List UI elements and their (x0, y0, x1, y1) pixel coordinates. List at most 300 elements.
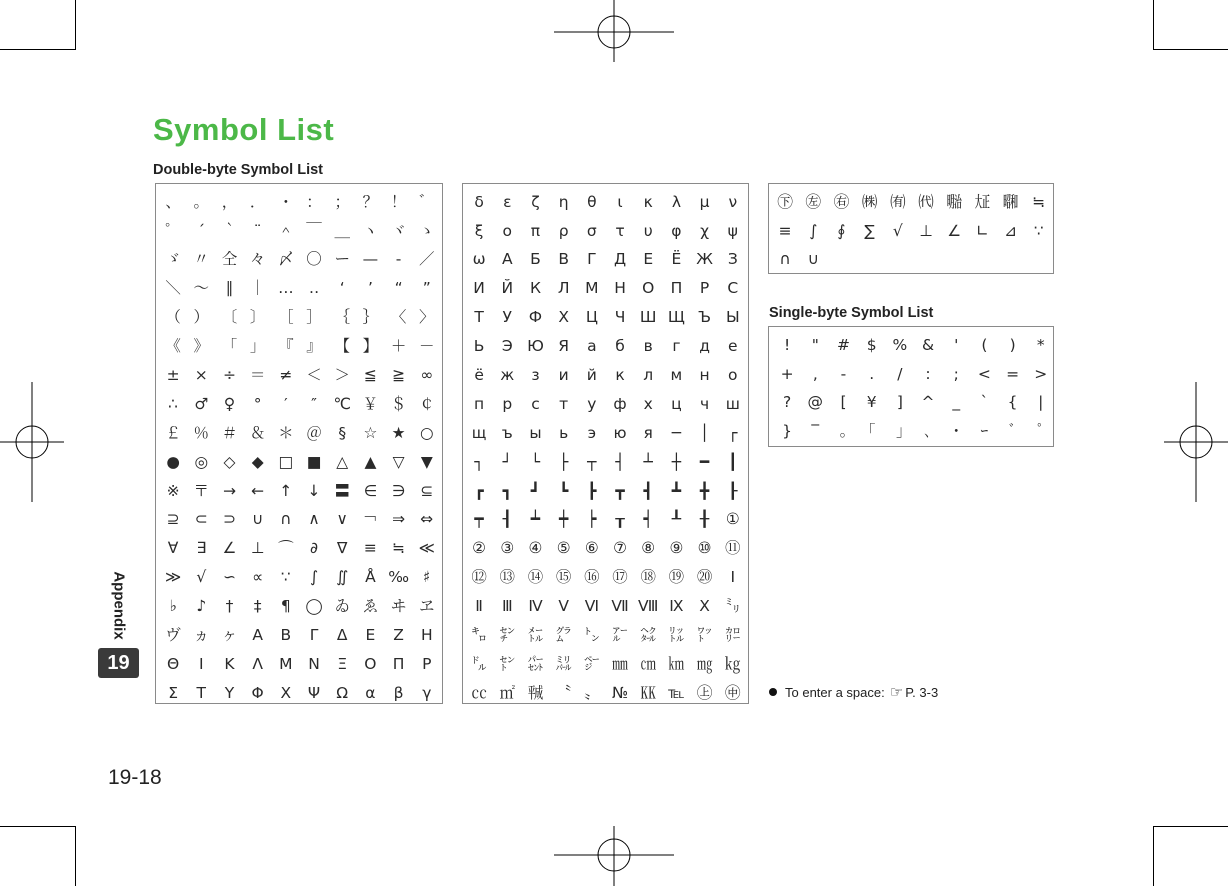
symbol-cell: ∵ (1033, 221, 1044, 240)
symbol-cell: φ (671, 221, 682, 240)
symbol-cell: ≡ (778, 221, 792, 240)
symbol-cell: ￣ (306, 221, 322, 240)
symbol-cell: 〒 (193, 481, 210, 500)
symbol-cell: . (869, 364, 875, 383)
symbol-cell: с (531, 394, 540, 413)
symbol-cell: Ρ (422, 654, 432, 673)
symbol-cell: ㈱ (861, 192, 878, 211)
symbol-cell: ” (422, 279, 431, 298)
symbol-cell: ┌ (728, 423, 738, 442)
symbol-cell: ─ (671, 423, 682, 442)
symbol-cell: ┓ (502, 481, 512, 500)
symbol-cell: Й (501, 279, 514, 298)
symbol-cell: ┫ (643, 481, 653, 500)
symbol-cell: 〝 (555, 683, 572, 702)
table-row (159, 390, 442, 419)
symbol-cell: ε (503, 192, 512, 211)
symbol-cell: ★ (391, 423, 406, 442)
symbol-cell: ㍻ (527, 683, 544, 702)
double-byte-table-1 (155, 183, 443, 704)
symbol-cell: ‰ (388, 568, 409, 587)
symbol-cell: ㍾ (946, 192, 962, 211)
symbol-cell: ⑲ (668, 568, 685, 587)
symbol-cell: ↑ (279, 481, 293, 500)
symbol-cell: 】 (362, 337, 379, 356)
symbol-cell: ㌦ (471, 654, 487, 673)
single-byte-table (768, 326, 1054, 447)
symbol-cell: ＠ (306, 423, 322, 442)
symbol-cell: Ω (336, 683, 349, 702)
symbol-cell: ( (981, 335, 988, 354)
symbol-cell: ┃ (728, 452, 738, 471)
symbol-cell: ⑳ (696, 568, 713, 587)
symbol-cell: ┥ (643, 510, 653, 529)
symbol-cell: ∨ (336, 510, 348, 529)
table-row (465, 621, 748, 650)
symbol-cell: ＆ (249, 423, 266, 442)
symbol-cell: ヰ (390, 597, 407, 616)
symbol-cell: в (643, 337, 653, 356)
symbol-cell: ≡ (363, 539, 377, 558)
symbol-cell: ㊧ (805, 192, 822, 211)
symbol-cell: Л (557, 279, 570, 298)
symbol-cell: ③ (500, 539, 515, 558)
symbol-cell: ╂ (699, 510, 710, 529)
symbol-cell: ♯ (423, 568, 431, 587)
symbol-cell: ； (334, 192, 350, 211)
symbol-cell: Υ (224, 683, 235, 702)
symbol-cell: } (782, 422, 793, 441)
table-row (465, 332, 748, 361)
symbol-cell: 【 (334, 337, 350, 356)
symbol-cell: ＋ (390, 337, 407, 356)
symbol-cell: ㊦ (777, 192, 793, 211)
symbol-cell: Я (558, 337, 570, 356)
symbol-cell: Ζ (393, 626, 404, 645)
table-row (159, 304, 442, 333)
symbol-cell: ＞ (334, 366, 350, 385)
symbol-cell: ┤ (615, 452, 625, 471)
symbol-cell: 」 (249, 337, 266, 356)
symbol-cell: ┗ (558, 481, 569, 500)
single-byte-heading: Single-byte Symbol List (769, 305, 934, 321)
symbol-cell: х (643, 394, 653, 413)
symbol-cell: ÷ (222, 366, 236, 385)
symbol-cell: ┐ (474, 452, 484, 471)
table-row (465, 535, 748, 564)
symbol-cell: М (585, 279, 599, 298)
symbol-cell: ё (474, 366, 484, 385)
table-row (465, 304, 748, 333)
symbol-cell: Θ (166, 654, 180, 673)
symbol-cell: * (1036, 335, 1045, 354)
symbol-cell: ¶ (280, 597, 291, 616)
symbol-cell: ⑦ (613, 539, 627, 558)
symbol-cell: ⊂ (194, 510, 208, 529)
symbol-cell: ＝ (249, 366, 266, 385)
table-row (159, 592, 442, 621)
symbol-cell: 。 (193, 192, 210, 211)
symbol-cell: Е (643, 250, 654, 269)
symbol-cell: 「 (221, 337, 238, 356)
symbol-cell: ｝ (362, 308, 379, 327)
symbol-cell: ‐ (395, 250, 402, 269)
symbol-cell: ∫ (309, 568, 319, 587)
symbol-cell: × (194, 366, 208, 385)
symbol-cell: ※ (166, 481, 180, 500)
symbol-cell: Ε (365, 626, 376, 645)
registration-mark-left (0, 382, 64, 502)
symbol-cell: Ъ (698, 308, 712, 327)
symbol-cell: ± (166, 366, 180, 385)
symbol-cell: Η (420, 626, 433, 645)
symbol-cell: ρ (558, 221, 569, 240)
symbol-cell: я (643, 423, 653, 442)
symbol-cell: ∧ (308, 510, 320, 529)
symbol-cell: Π (392, 654, 405, 673)
symbol-cell: ㌻ (584, 654, 600, 673)
symbol-cell: ∠ (947, 221, 962, 240)
symbol-cell: ｣ (895, 422, 904, 441)
symbol-cell: ㍽ (974, 192, 991, 211)
symbol-cell: ┝ (587, 510, 597, 529)
symbol-cell: ζ (531, 192, 540, 211)
table-row (773, 360, 1053, 389)
chapter-label: Appendix (110, 570, 128, 640)
table-row (465, 419, 748, 448)
symbol-cell: б (615, 337, 625, 356)
symbol-cell: ‾ (811, 422, 820, 441)
symbol-cell: ⊃ (222, 510, 236, 529)
symbol-cell: Ο (364, 654, 377, 673)
symbol-cell: Ⅸ (669, 597, 684, 616)
symbol-cell: Ψ (307, 683, 321, 702)
symbol-cell: ： (306, 192, 322, 211)
symbol-cell: λ (671, 192, 681, 211)
symbol-cell: 、 (165, 192, 181, 211)
symbol-cell: у (587, 394, 597, 413)
symbol-cell: ゐ (334, 597, 350, 616)
symbol-cell: З (727, 250, 738, 269)
symbol-cell: ∠ (222, 539, 237, 558)
symbol-cell: ､ (924, 422, 932, 441)
symbol-cell: Ф (528, 308, 543, 327)
symbol-cell: ` (980, 393, 989, 412)
symbol-cell: ㍑ (668, 626, 685, 645)
symbol-cell: ≒ (1032, 192, 1046, 211)
symbol-cell: ⊿ (1004, 221, 1018, 240)
table-row (771, 246, 1053, 274)
symbol-cell: ー (334, 250, 350, 269)
symbol-cell: 〆 (278, 250, 294, 269)
symbol-cell: ｢ (867, 422, 876, 441)
symbol-cell: ［ (278, 308, 294, 327)
registration-mark-right (1164, 382, 1228, 502)
symbol-cell: 〈 (390, 308, 407, 327)
symbol-cell: Β (280, 626, 292, 645)
symbol-cell: χ (700, 221, 710, 240)
symbol-cell: 〕 (249, 308, 266, 327)
symbol-cell: ‡ (253, 597, 262, 616)
symbol-cell: 《 (165, 337, 181, 356)
symbol-cell: < (977, 364, 991, 383)
table-row (465, 217, 748, 246)
symbol-cell: ψ (727, 221, 738, 240)
symbol-cell: Ы (725, 308, 740, 327)
symbol-cell: π (530, 221, 541, 240)
symbol-cell: ⑮ (555, 568, 572, 587)
symbol-cell: ъ (501, 423, 513, 442)
symbol-cell: √ (196, 568, 207, 587)
symbol-cell: ♂ (194, 394, 209, 413)
symbol-cell: р (502, 394, 513, 413)
table-row (465, 564, 748, 593)
symbol-cell: Ь (473, 337, 485, 356)
symbol-cell: ～ (193, 279, 210, 298)
symbol-cell: Р (699, 279, 710, 298)
symbol-cell: ● (166, 452, 180, 471)
symbol-cell: ┷ (530, 510, 541, 529)
symbol-cell: ヴ (165, 626, 181, 645)
table-row (773, 418, 1053, 447)
space-note (769, 683, 938, 701)
double-byte-table-3 (768, 183, 1054, 274)
symbol-cell: ] (896, 393, 903, 412)
symbol-cell: ｜ (249, 279, 266, 298)
symbol-cell: ⑰ (612, 568, 628, 587)
symbol-cell: ㈹ (918, 192, 934, 211)
symbol-cell: ㌶ (640, 626, 656, 645)
symbol-cell: † (225, 597, 234, 616)
symbol-cell: ┬ (587, 452, 597, 471)
symbol-cell: ◆ (251, 452, 264, 471)
symbol-cell: ∂ (310, 539, 319, 558)
symbol-cell: η (558, 192, 569, 211)
symbol-cell: ∩ (779, 250, 791, 269)
symbol-cell: : (925, 364, 931, 383)
symbol-cell: § (338, 423, 347, 442)
table-row (159, 419, 442, 448)
symbol-cell: м (670, 366, 683, 385)
symbol-cell: Ⅰ (730, 568, 736, 587)
symbol-cell: ≫ (164, 568, 182, 587)
symbol-cell: 〉 (419, 308, 435, 327)
table-row (771, 188, 1053, 217)
symbol-cell: □ (278, 452, 294, 471)
symbol-cell: ㌧ (584, 626, 600, 645)
symbol-cell: ↓ (307, 481, 321, 500)
symbol-cell: и (558, 366, 569, 385)
symbol-cell: σ (586, 221, 597, 240)
symbol-cell: τ (615, 221, 625, 240)
symbol-cell: ⑭ (527, 568, 544, 587)
symbol-cell: ⊥ (250, 539, 265, 558)
symbol-cell: ㏄ (471, 683, 487, 702)
table-row (159, 275, 442, 304)
symbol-cell: △ (336, 452, 349, 471)
table-row (465, 361, 748, 390)
table-row (771, 217, 1053, 246)
symbol-cell: ∟ (975, 221, 989, 240)
table-row (465, 275, 748, 304)
symbol-cell: ο (502, 221, 513, 240)
symbol-cell: [ (840, 393, 847, 412)
symbol-cell: ∥ (225, 279, 234, 298)
symbol-cell: э (587, 423, 597, 442)
symbol-cell: ¨ (253, 221, 262, 240)
symbol-cell: а (587, 337, 597, 356)
symbol-cell: ┸ (671, 510, 682, 529)
symbol-cell: ≪ (418, 539, 435, 558)
symbol-cell: ┨ (502, 510, 512, 529)
symbol-cell: ы (529, 423, 542, 442)
symbol-cell: Э (501, 337, 513, 356)
symbol-cell: － (419, 337, 435, 356)
symbol-cell: ⑬ (499, 568, 516, 587)
symbol-cell: % (892, 335, 908, 354)
symbol-cell: з (531, 366, 540, 385)
symbol-cell: $ (866, 335, 877, 354)
table-row (159, 217, 442, 246)
symbol-cell: Ⅴ (558, 597, 569, 616)
symbol-cell: ＿ (334, 221, 350, 240)
symbol-cell: 〟 (584, 683, 600, 702)
symbol-cell: ㍊ (555, 654, 572, 673)
symbol-cell: ㎝ (640, 654, 656, 673)
page-number: 19-18 (108, 766, 162, 789)
symbol-cell: ＼ (165, 279, 181, 298)
symbol-cell: Ⅲ (501, 597, 513, 616)
symbol-cell: ㍼ (1002, 192, 1019, 211)
symbol-cell: ⑨ (669, 539, 684, 558)
symbol-cell: ☆ (363, 423, 378, 442)
symbol-cell: ∵ (280, 568, 291, 587)
symbol-cell: ㌫ (527, 654, 544, 673)
symbol-cell: Κ (224, 654, 235, 673)
symbol-cell: ⑪ (725, 539, 741, 558)
symbol-cell: ㎞ (668, 654, 685, 673)
table-row (159, 506, 442, 535)
symbol-cell: ⊥ (919, 221, 933, 240)
symbol-cell: ∬ (336, 568, 349, 587)
symbol-cell: Ξ (337, 654, 348, 673)
symbol-cell: ¥ (866, 393, 877, 412)
symbol-cell: Ⅱ (475, 597, 483, 616)
symbol-cell: ㎡ (499, 683, 516, 702)
symbol-cell: ／ (419, 250, 435, 269)
symbol-cell: ㌘ (555, 626, 572, 645)
symbol-cell: ⑥ (584, 539, 599, 558)
symbol-cell: Μ (279, 654, 293, 673)
symbol-cell: ヱ (419, 597, 435, 616)
symbol-cell: ㈲ (890, 192, 906, 211)
symbol-cell: Н (614, 279, 626, 298)
symbol-cell: Λ (252, 654, 263, 673)
symbol-cell: С (727, 279, 739, 298)
symbol-cell: Щ (667, 308, 685, 327)
table-row (773, 389, 1053, 418)
symbol-cell: Ⅳ (528, 597, 543, 616)
symbol-cell: ° (253, 394, 262, 413)
symbol-cell: ♪ (196, 597, 207, 616)
space-note-text: To enter a space: (785, 684, 885, 700)
symbol-cell: ￡ (165, 423, 181, 442)
symbol-cell: ∩ (280, 510, 292, 529)
bullet-icon (769, 688, 777, 696)
symbol-cell: , (812, 364, 818, 383)
symbol-cell: ヵ (193, 626, 210, 645)
symbol-cell: κ (643, 192, 653, 211)
symbol-cell: ├ (558, 452, 569, 471)
symbol-cell: ㌔ (471, 626, 487, 645)
symbol-cell: Ι (198, 654, 204, 673)
symbol-cell: + (780, 364, 794, 383)
symbol-cell: ･ (952, 422, 961, 441)
symbol-cell: д (699, 337, 710, 356)
symbol-cell: 〃 (193, 250, 210, 269)
symbol-cell: _ (952, 393, 961, 412)
symbol-cell: 〔 (221, 308, 238, 327)
symbol-cell: ≠ (279, 366, 293, 385)
symbol-cell: " (811, 335, 819, 354)
table-row (465, 650, 748, 679)
symbol-cell: т (559, 394, 569, 413)
symbol-cell: А (501, 250, 513, 269)
symbol-cell: ＜ (306, 366, 322, 385)
symbol-cell: ▽ (392, 452, 405, 471)
symbol-cell: ┘ (502, 452, 512, 471)
symbol-cell: υ (643, 221, 653, 240)
table-row (159, 679, 442, 704)
table-row (159, 361, 442, 390)
symbol-cell: ∪ (251, 510, 264, 529)
table-row (465, 679, 748, 704)
symbol-cell: δ (474, 192, 484, 211)
table-row (159, 621, 442, 650)
symbol-cell: Ю (527, 337, 544, 356)
symbol-cell: “ (394, 279, 403, 298)
symbol-cell: Ⅷ (638, 597, 659, 616)
symbol-cell: 々 (249, 250, 266, 269)
symbol-cell: ∫ (809, 221, 818, 240)
symbol-cell: │ (699, 423, 710, 442)
symbol-cell: ﾟ (1036, 422, 1045, 441)
symbol-cell: ≒ (392, 539, 406, 558)
symbol-cell: ι (617, 192, 623, 211)
symbol-cell: ㏍ (640, 683, 656, 702)
symbol-cell: ⑧ (641, 539, 656, 558)
symbol-cell: Ⅶ (611, 597, 629, 616)
space-note-ref[interactable]: P. 3-3 (905, 684, 939, 700)
symbol-cell: ) (1009, 335, 1016, 354)
symbol-cell: = (1006, 364, 1020, 383)
symbol-cell: ｀ (221, 221, 238, 240)
symbol-cell: ㎎ (696, 654, 713, 673)
symbol-cell: ℡ (668, 683, 685, 702)
symbol-cell: └ (530, 452, 541, 471)
table-row (465, 246, 748, 275)
symbol-cell: ② (472, 539, 487, 558)
chapter-number-badge: 19 (98, 648, 139, 678)
symbol-cell: ◇ (223, 452, 236, 471)
symbol-cell: ㍉ (725, 597, 741, 616)
symbol-cell: ・ (278, 192, 294, 211)
symbol-cell: ＾ (278, 221, 294, 240)
symbol-cell: ｰ (980, 422, 989, 441)
symbol-cell: ゛ (419, 192, 435, 211)
symbol-cell: Ν (308, 654, 320, 673)
symbol-cell: μ (699, 192, 710, 211)
